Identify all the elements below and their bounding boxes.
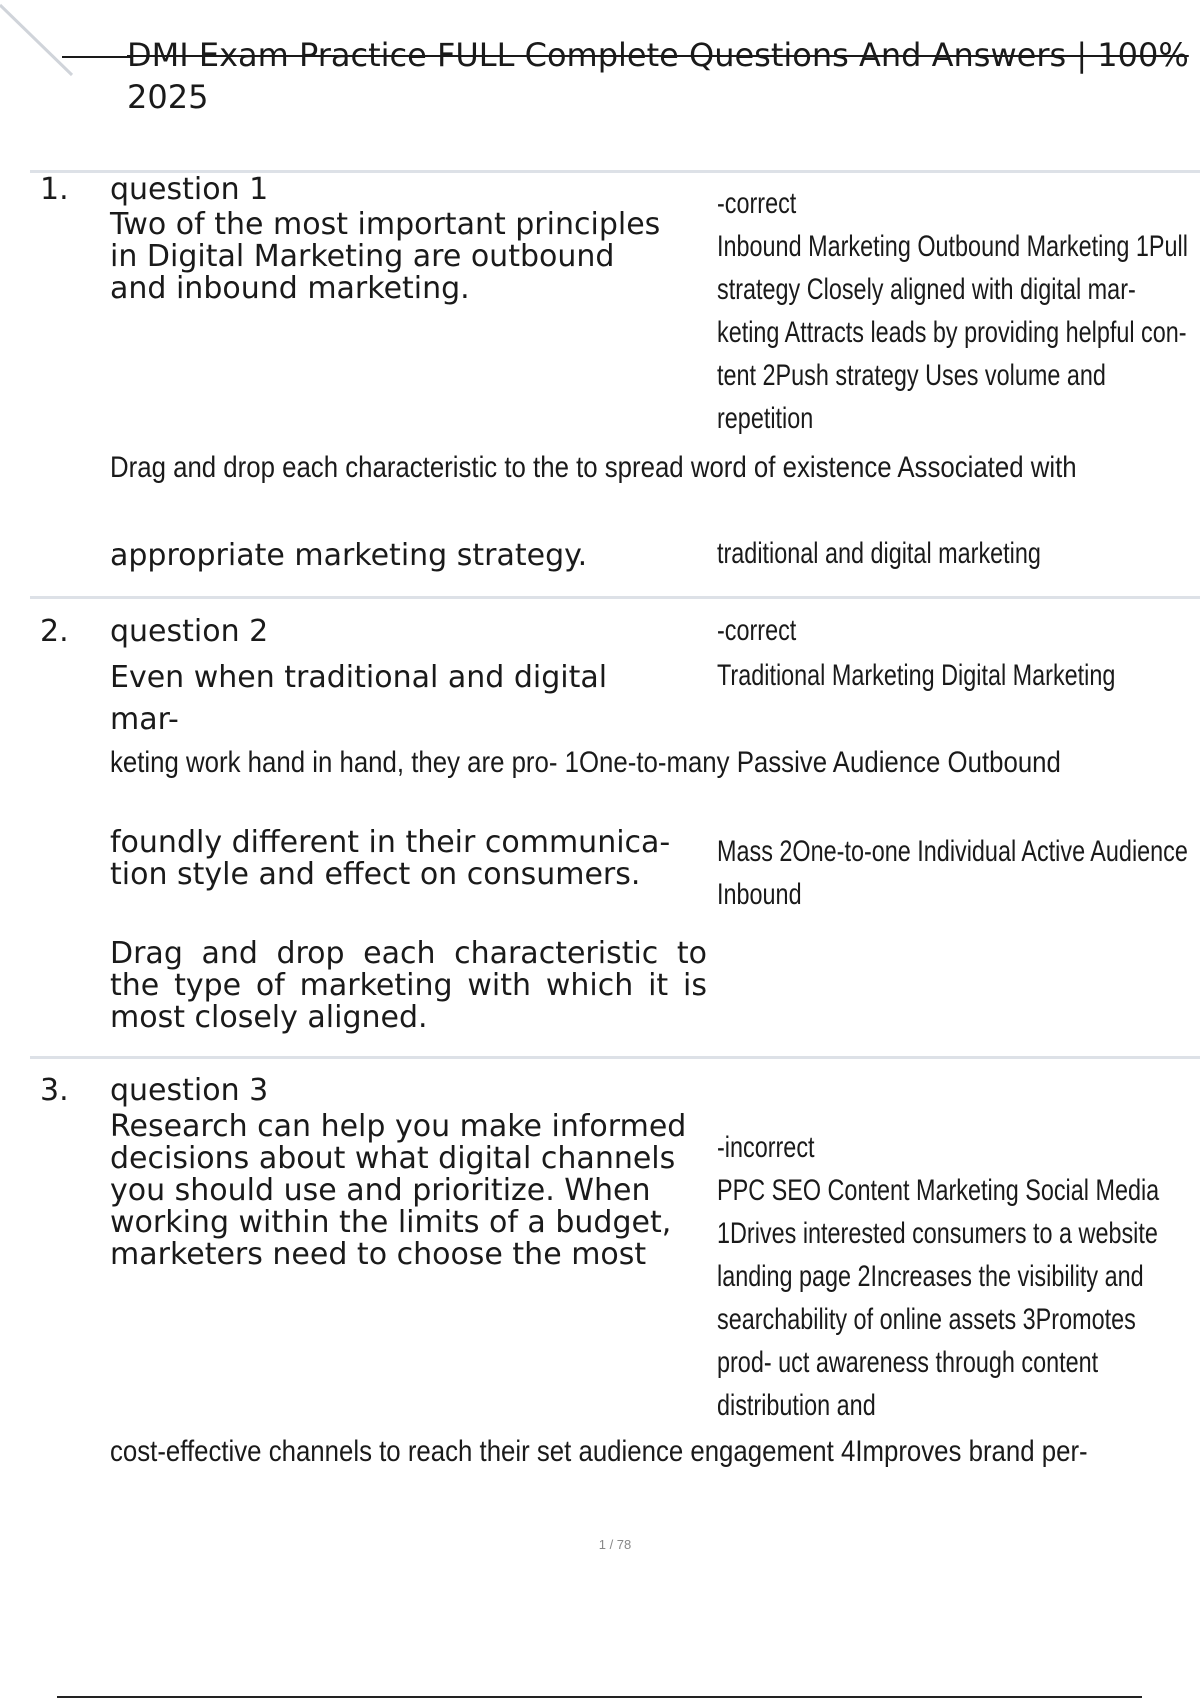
document-title-line1: DMI Exam Practice FULL Complete Questions And Answers | 100% xyxy=(127,36,1189,74)
page-indicator: 1 / 78 xyxy=(598,1537,632,1552)
question-heading: question 3 xyxy=(110,1073,269,1108)
answer-text: Traditional Marketing Digital Marketing xyxy=(717,659,1116,692)
question-number: 2. xyxy=(40,614,69,649)
page-corner-fold-mark xyxy=(0,0,80,80)
question-heading: question 1 xyxy=(110,172,269,207)
question-continuation: cost-effective channels to reach their set audience engagement 4Improves brand per- xyxy=(110,1435,1088,1468)
title-strike-line xyxy=(62,56,132,58)
question-body: foundly different in their communica- tion style and effect on consumers. xyxy=(110,825,671,892)
document-title-line2: 2025 xyxy=(127,78,209,116)
question-body-tail: appropriate marketing strategy. xyxy=(110,538,588,573)
question-body: Two of the most important principles in Digital Marketing are outbound and inbound marketing. xyxy=(110,207,661,306)
question-body: Research can help you make informed decisions about what digital channels you should use and prioritize. When working within the limits of a budget, marketers need to choose the most xyxy=(110,1109,687,1272)
answer-block xyxy=(717,1126,1197,1427)
answer-text: Mass 2One-to-one Individual Active Audience Inbound xyxy=(717,835,1188,911)
answer-block xyxy=(717,182,1197,440)
question-number: 1. xyxy=(40,172,69,207)
document-title xyxy=(127,34,1197,118)
footer-rule xyxy=(57,1696,1142,1698)
question-continuation: keting work hand in hand, they are pro- 1One-to-many Passive Audience Outbound xyxy=(110,746,1061,779)
question-divider xyxy=(30,1056,1200,1059)
question-divider xyxy=(30,596,1200,599)
answer-status: -incorrect xyxy=(717,1131,815,1164)
question-instruction: Drag and drop each characteristic to the type of marketing with which it is most closely aligned. xyxy=(110,936,707,1035)
answer-text: PPC SEO Content Marketing Social Media 1Drives interested consumers to a website landing page 2Increases the visibility and searchability of online assets 3Promotes prod- uct awareness through content distribution and xyxy=(717,1174,1160,1422)
answer-status: -correct xyxy=(717,187,797,220)
answer-tail: traditional and digital marketing xyxy=(717,537,1041,570)
question-number: 3. xyxy=(40,1073,69,1108)
question-heading: question 2 xyxy=(110,614,269,649)
answer-text: Inbound Marketing Outbound Marketing 1Pull strategy Closely aligned with digital mar- keting Attracts leads by providing helpful con- tent 2Push strategy Uses volume and repetition xyxy=(717,230,1188,435)
answer-status: -correct xyxy=(717,614,797,647)
question-body: Even when traditional and digital mar- xyxy=(110,660,608,737)
question-continuation: Drag and drop each characteristic to the to spread word of existence Associated with xyxy=(110,451,1077,484)
